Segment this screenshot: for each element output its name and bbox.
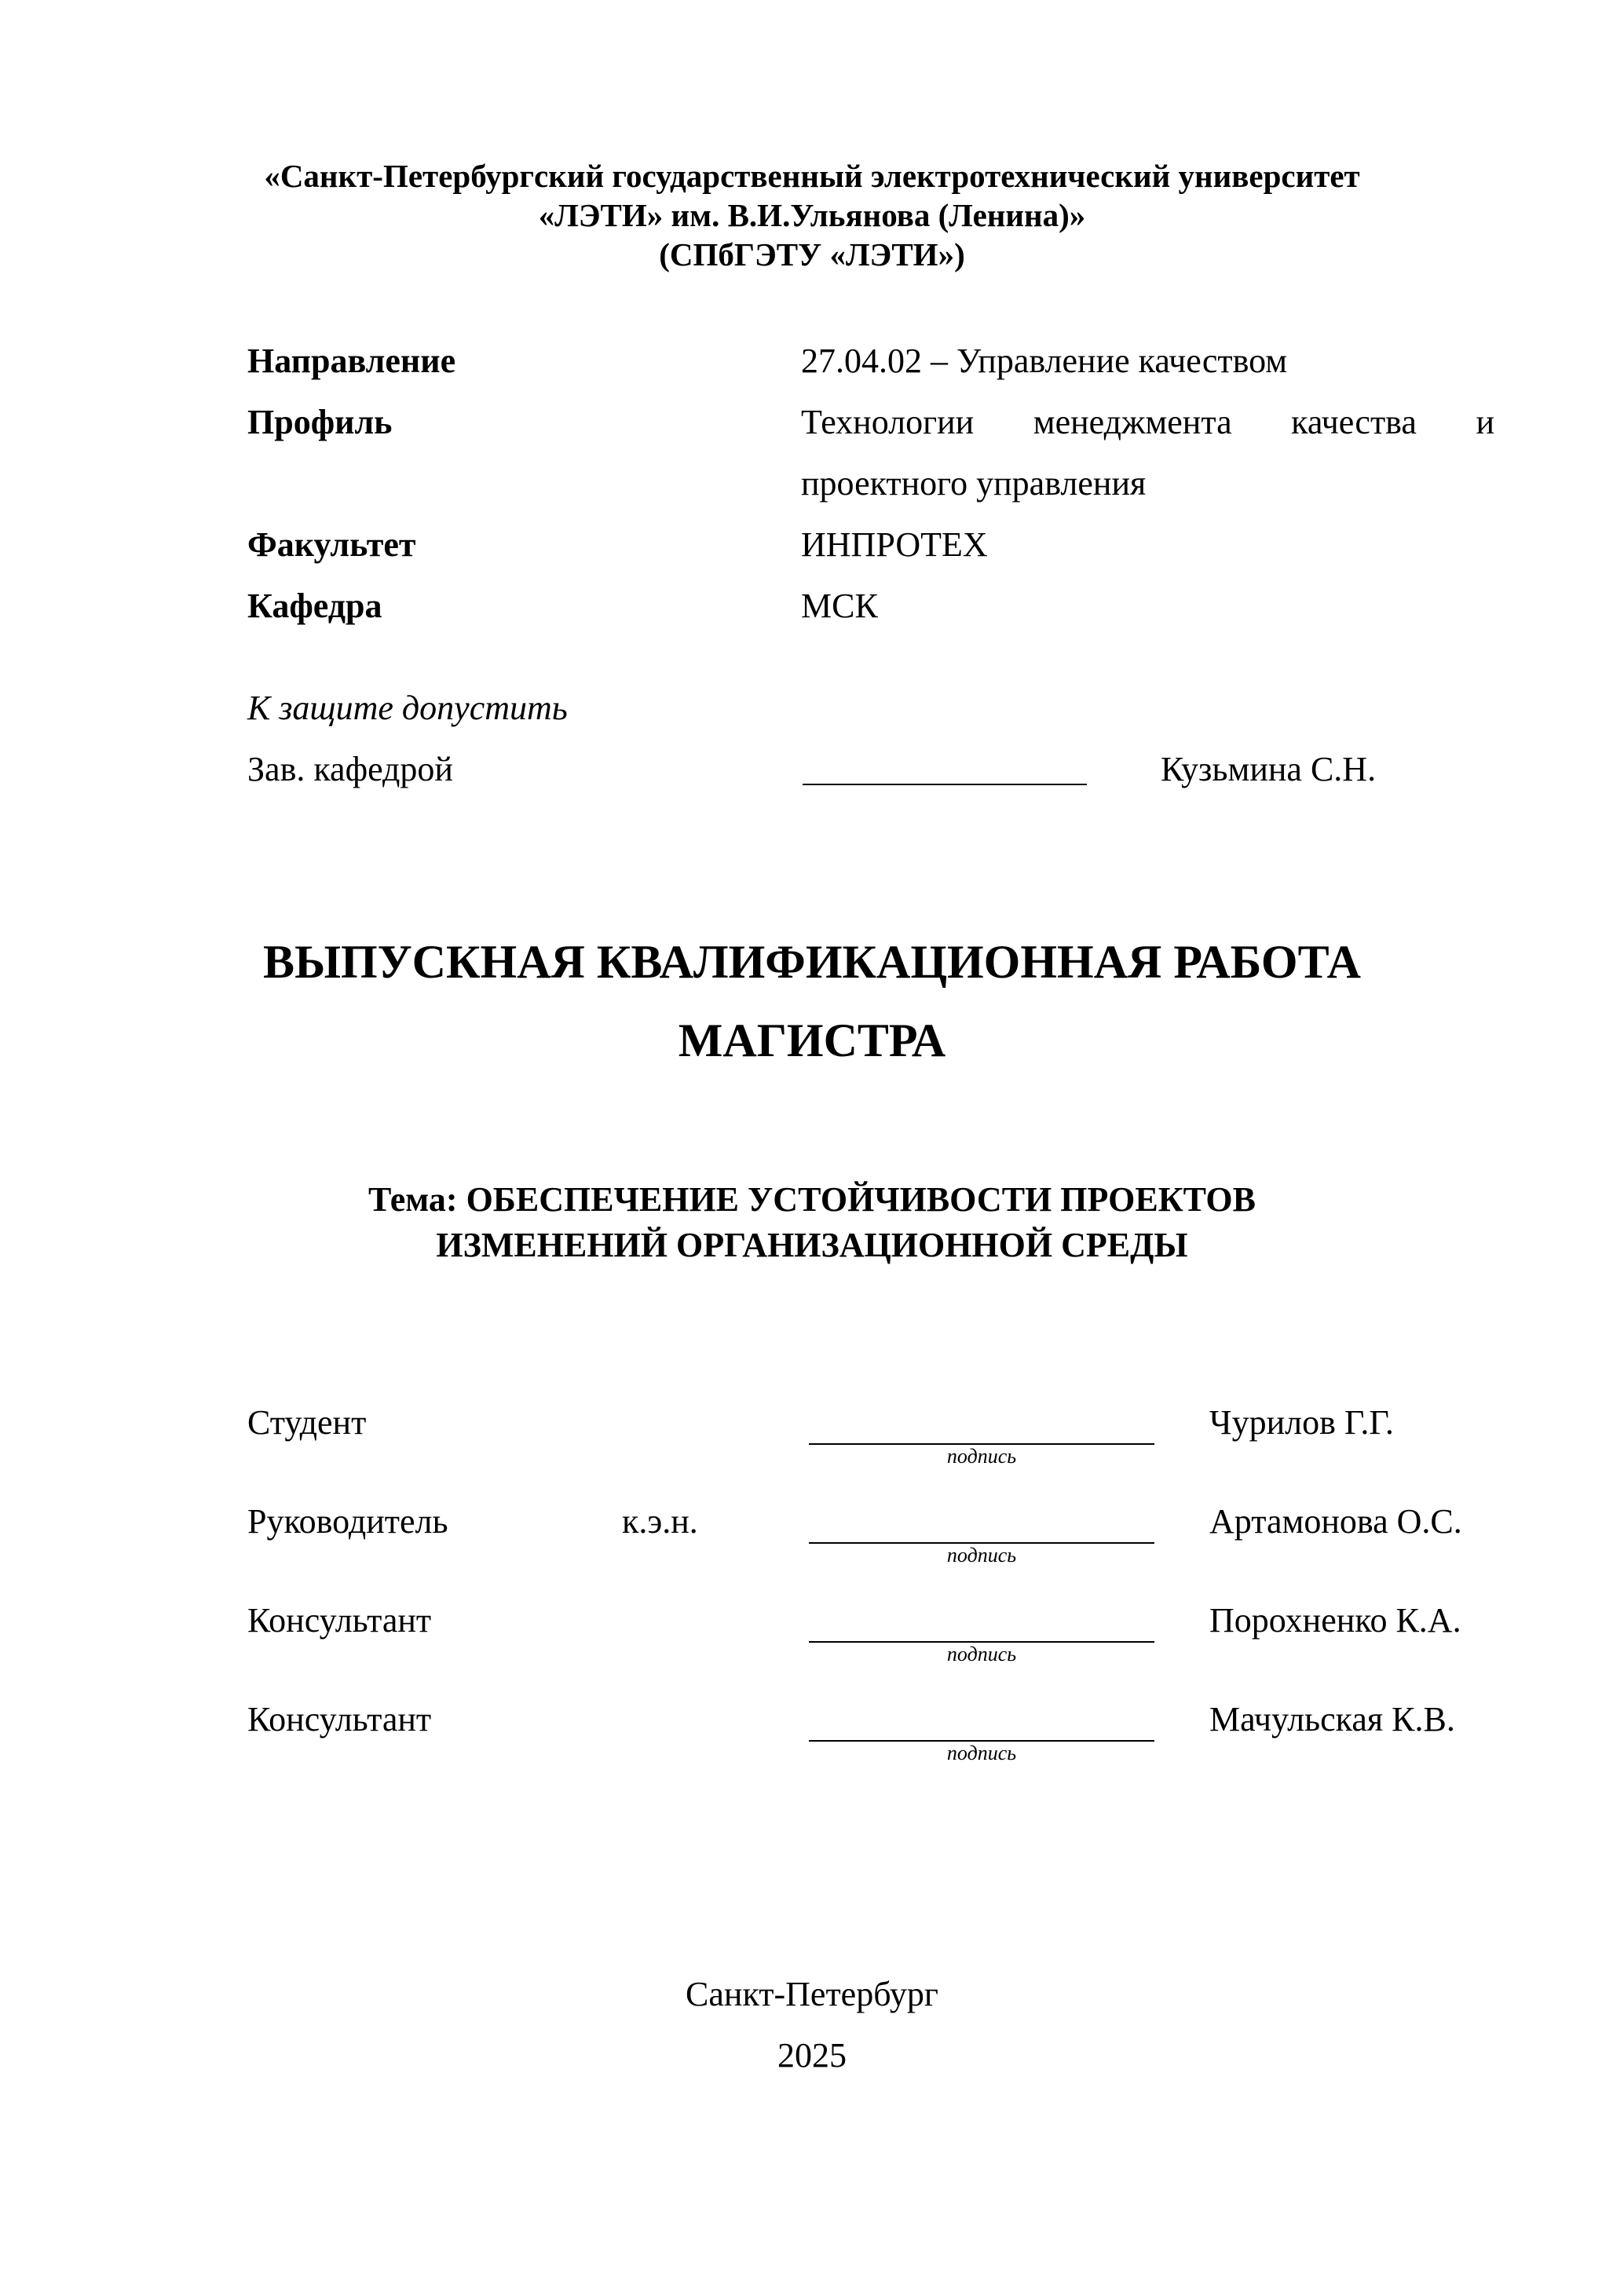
direction-label: Направление	[247, 342, 456, 380]
faculty-label: Факультет	[247, 525, 416, 564]
faculty-value: ИНПРОТЕХ	[801, 525, 988, 564]
signature-caption: подпись	[946, 1544, 1017, 1567]
signature-name: Артамонова О.С.	[1209, 1502, 1462, 1541]
work-title-line1: ВЫПУСКНАЯ КВАЛИФИКАЦИОННАЯ РАБОТА	[263, 936, 1361, 988]
theme-line1: Тема: ОБЕСПЕЧЕНИЕ УСТОЙЧИВОСТИ ПРОЕКТОВ	[368, 1180, 1256, 1219]
city: Санкт-Петербург	[686, 1975, 938, 2013]
department-label: Кафедра	[247, 587, 382, 625]
signature-caption: подпись	[946, 1742, 1017, 1764]
year: 2025	[777, 2036, 847, 2075]
signature-role: Студент	[247, 1403, 367, 1442]
admit-to-defense-text: К защите допустить	[247, 689, 568, 727]
signature-role: Консультант	[247, 1601, 432, 1640]
work-title-line2: МАГИСТРА	[678, 1015, 946, 1066]
profile-label: Профиль	[247, 403, 393, 441]
profile-value-line1: Технологии менеджмента качества и	[801, 403, 1494, 441]
signature-caption: подпись	[946, 1445, 1017, 1468]
signature-name: Порохненко К.А.	[1209, 1601, 1461, 1640]
head-of-department-label: Зав. кафедрой	[247, 750, 453, 788]
signature-role: Консультант	[247, 1700, 432, 1738]
head-of-department-name: Кузьмина С.Н.	[1161, 750, 1377, 788]
university-name-line2: «ЛЭТИ» им. В.И.Ульянова (Ленина)»	[538, 197, 1086, 233]
signature-degree: к.э.н.	[622, 1502, 698, 1541]
department-value: МСК	[801, 587, 878, 625]
profile-value-line2: проектного управления	[801, 464, 1147, 503]
direction-value: 27.04.02 – Управление качеством	[801, 342, 1288, 380]
head-signature-line	[803, 784, 1087, 785]
signature-name: Мачульская К.В.	[1209, 1700, 1455, 1738]
university-abbreviation: (СПбГЭТУ «ЛЭТИ»)	[659, 236, 965, 272]
signature-name: Чурилов Г.Г.	[1209, 1403, 1394, 1442]
university-name-line1: «Санкт-Петербургский государственный электротехнический университет	[264, 158, 1360, 194]
theme-line2: ИЗМЕНЕНИЙ ОРГАНИЗАЦИОННОЙ СРЕДЫ	[436, 1226, 1188, 1264]
signature-role: Руководитель	[247, 1502, 448, 1541]
signature-caption: подпись	[946, 1643, 1017, 1665]
